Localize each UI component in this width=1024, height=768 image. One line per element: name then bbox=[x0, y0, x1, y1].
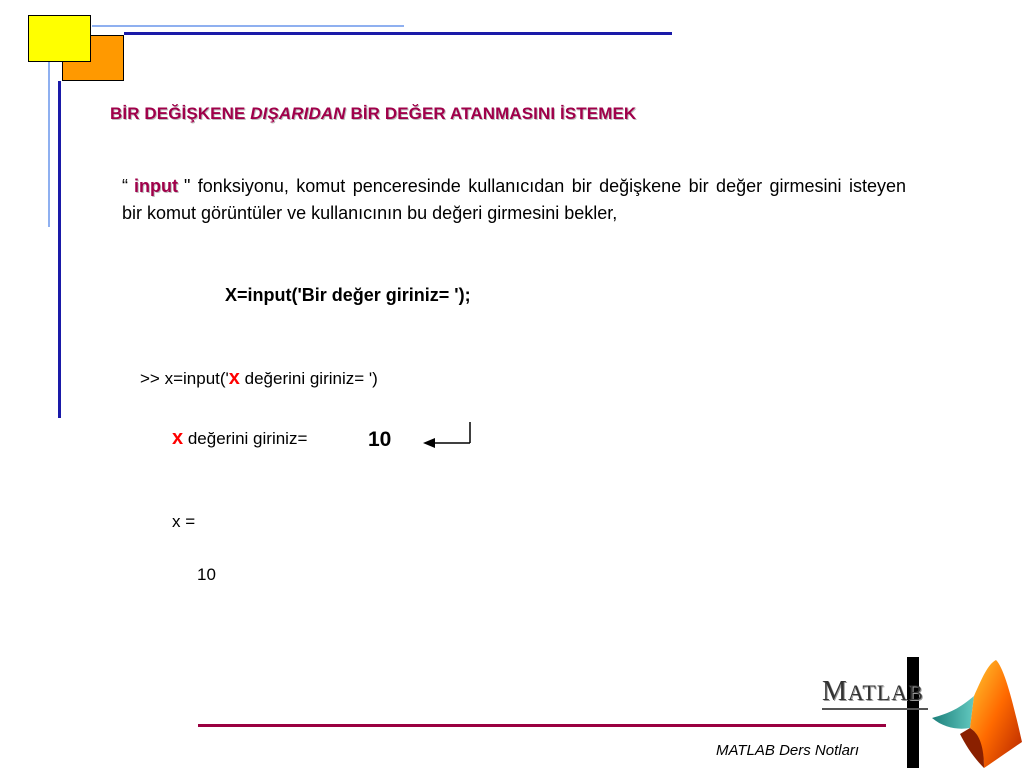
logo-letter-m: M bbox=[822, 676, 848, 707]
command-prefix: >> x=input(' bbox=[140, 369, 229, 388]
logo-letters-rest: ATLAB bbox=[847, 680, 924, 705]
footer-line bbox=[198, 724, 886, 727]
title-part2: BİR DEĞER ATANMASINI İSTEMEK bbox=[345, 104, 637, 123]
title-italic: DIŞARIDAN bbox=[250, 104, 346, 123]
prompt-text: değerini giriniz= bbox=[183, 429, 308, 448]
entered-value: 10 bbox=[368, 428, 392, 451]
logo-bar bbox=[907, 657, 919, 768]
matlab-logo-icon bbox=[930, 658, 1024, 768]
description-paragraph bbox=[122, 173, 906, 227]
prompt-var: x bbox=[172, 427, 184, 449]
output-value: 10 bbox=[197, 565, 216, 584]
decor-line-left-dark bbox=[58, 81, 61, 418]
decor-line-top-dark bbox=[124, 32, 672, 35]
open-quote: “ bbox=[122, 176, 128, 196]
command-suffix: değerini giriniz= ') bbox=[239, 369, 378, 388]
matlab-logo-text bbox=[822, 676, 924, 708]
slide-title bbox=[110, 104, 870, 124]
title-part1: BİR DEĞİŞKENE bbox=[110, 104, 251, 123]
command-var: x bbox=[228, 367, 240, 389]
decor-square-yellow bbox=[28, 15, 91, 62]
decor-line-left-light bbox=[48, 62, 50, 227]
input-keyword: input bbox=[134, 176, 178, 196]
output-assign: x = bbox=[172, 512, 196, 531]
command-line bbox=[140, 367, 378, 390]
decor-line-top-light bbox=[92, 25, 404, 27]
code-example: X=input('Bir değer giriniz= '); bbox=[225, 285, 471, 305]
paragraph-text: " fonksiyonu, komut penceresinde kullanıcıdan bir değişkene bir değer girmesini isteyen bir komut görüntüler ve kullanıcının bu değeri girmesini bekler, bbox=[122, 176, 906, 223]
logo-underline bbox=[822, 708, 928, 710]
footer-text: MATLAB Ders Notları bbox=[716, 742, 860, 759]
prompt-line bbox=[172, 427, 307, 450]
enter-arrow-icon bbox=[420, 420, 476, 452]
